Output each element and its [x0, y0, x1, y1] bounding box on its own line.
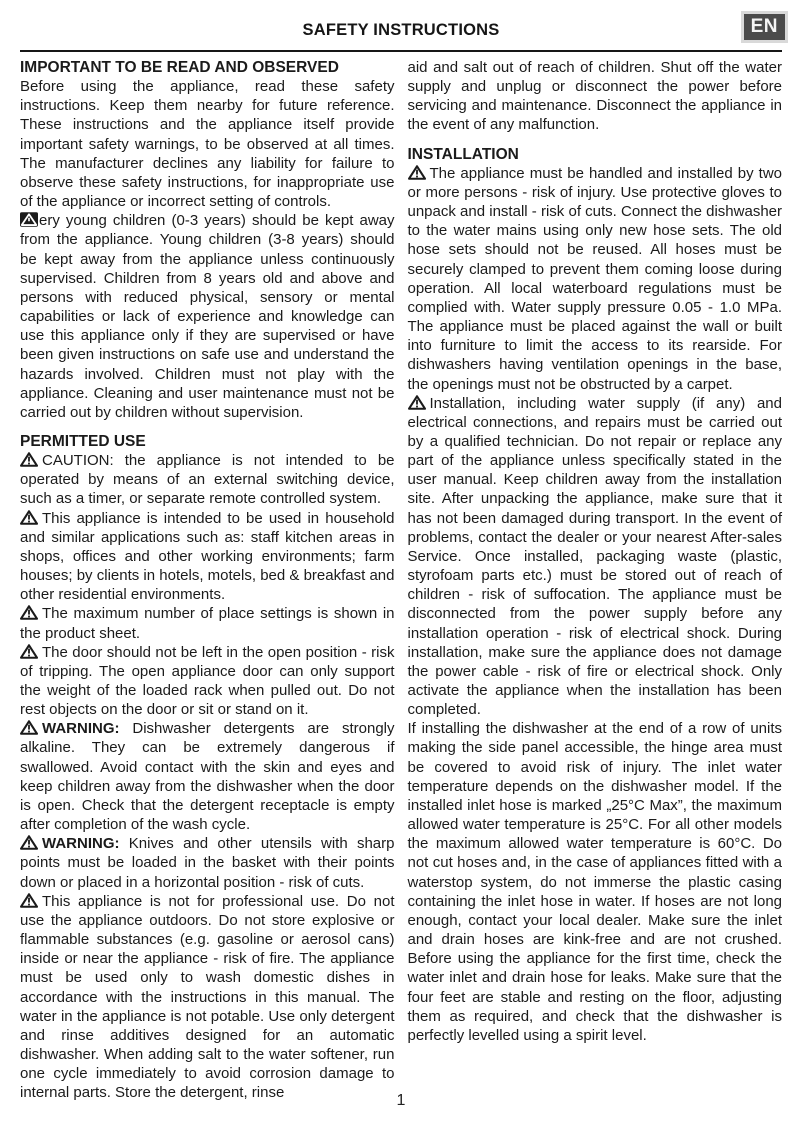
document-section: [408, 145, 783, 1045]
warning-label: WARNING:: [42, 720, 120, 738]
warning-triangle-icon: [20, 643, 38, 662]
warning-triangle-icon: [20, 719, 38, 738]
paragraph: WARNING: Dishwasher detergents are strongly alkaline. They can be extremely dangerous if swallowed. Avoid contact with the skin and eyes and keep children away from the dishwasher when the door is open. Check that the detergent receptacle is empty after completion of the wash cycle.: [20, 720, 395, 834]
right-column: [408, 58, 783, 1102]
warning-label: WARNING:: [42, 835, 120, 853]
two-column-body: [20, 52, 782, 1102]
warning-triangle-icon: [20, 451, 38, 470]
document-section: [20, 432, 395, 1102]
language-badge: [741, 11, 788, 43]
page-header: [20, 0, 782, 52]
paragraph: The maximum number of place settings is shown in the product sheet.: [20, 605, 395, 642]
paragraph: The door should not be left in the open position - risk of tripping. The open appliance door can only support the weight of the loaded rack when pulled out. Do not rest objects on the door or sit or stand on it.: [20, 643, 395, 719]
section-heading: IMPORTANT TO BE READ AND OBSERVED: [20, 59, 339, 76]
paragraph: This appliance is not for professional use. Do not use the appliance outdoors. Do not store explosive or flammable substances (e.g. gasoline or aerosol cans) inside or near the appliance - risk of fire. The appliance must be used only to wash domestic dishes in accordance with the instructions in this manual. The water in the appliance is not potable. Use only detergent and rinse additives designed for an automatic dishwasher. When adding salt to the water softener, run one cycle immediately to avoid corrosion damage to internal parts. Store the detergent, rinse: [20, 892, 395, 1102]
section-heading: INSTALLATION: [407, 145, 519, 163]
paragraph: The appliance must be handled and installed by two or more persons - risk of injury. Use protective gloves to unpack and install - risk of cuts. Connect the dishwasher to the water mains using only new hose sets. The old hose sets should not be reused. All hoses must be securely clamped to prevent them coming loose during operation. All local waterboard regulations must be complied with. Water supply pressure 0.05 - 1.0 MPa. The appliance must be placed against the wall or built into furniture to limit the access to its rearside. For dishwashers having ventilation openings in the base, the openings must not be obstructed by a carpet.: [407, 164, 782, 393]
paragraph: Installation, including water supply (if any) and electrical connections, and repairs must be carried out by a qualified technician. Do not repair or replace any part of the appliance unless specifically stated in the user manual. Keep children away from the installation site. After unpacking the appliance, make sure that it has not been damaged during transport. In the event of problems, contact the dealer or your nearest After-sales Service. Once installed, packaging waste (plastic, styrofoam parts etc.) must be stored out of reach of children - risk of suffocation. The appliance must be disconnected from the power supply before any installation operation - risk of electrical shock. During installation, make sure the appliance does not damage the power cable - risk of fire or electrical shock. Only activate the appliance when the installation has been completed.: [407, 394, 782, 719]
warning-triangle-icon: [408, 394, 426, 413]
page-title: SAFETY INSTRUCTIONS: [302, 21, 500, 39]
language-badge-label: EN: [744, 14, 785, 40]
page-number: 1: [396, 1092, 406, 1109]
document-section: [20, 58, 395, 422]
section-heading: PERMITTED USE: [20, 432, 146, 450]
warning-triangle-icon: [20, 834, 38, 853]
paragraph: ery young children (0-3 years) should be kept away from the appliance. Young children (3-8 years) should be kept away from the appliance unless continuously supervised. Children from 8 years old and above and persons with reduced physical, sensory or mental capabilities or lack of experience and knowledge can use this appliance only if they are supervised or have been given instructions on safe use and understand the hazards involved. Children must not play with the appliance. Cleaning and user maintenance must not be carried out by children without supervision.: [20, 212, 395, 421]
warning-triangle-icon: [20, 509, 38, 528]
paragraph: aid and salt out of reach of children. Shut off the water supply and unplug or disconnect the power before servicing and maintenance. Disconnect the appliance in the event of any malfunction.: [407, 59, 782, 134]
warning-triangle-icon: [408, 164, 426, 183]
left-column: [20, 58, 395, 1102]
document-section: [408, 58, 783, 135]
paragraph: If installing the dishwasher at the end of a row of units making the side panel accessible, the hinge area must be covered to avoid risk of injury. The inlet water temperature depends on the dishwasher model. If the installed inlet hose is marked „25°C Max”, the maximum allowed water temperature is 25°C. For all other models the maximum allowed water temperature is 60°C. Do not cut hoses and, in the case of appliances fitted with a waterstop system, do not immerse the plastic casing containing the inlet hose in water. If hoses are not long enough, contact your local dealer. Make sure the inlet and drain hoses are kink-free and are not crushed. Before using the appliance for the first time, check the water inlet and drain hose for leaks. Make sure that the four feet are stable and resting on the floor, adjusting them as required, and check that the dishwasher is perfectly levelled using a spirit level.: [407, 720, 782, 1044]
warning-triangle-icon: [20, 604, 38, 623]
warning-triangle-inverse-icon: [20, 211, 38, 230]
warning-triangle-icon: [20, 892, 38, 911]
paragraph: Before using the appliance, read these safety instructions. Keep them nearby for future reference. These instructions and the appliance itself provide important safety warnings, to be observed at all times. The manufacturer declines any liability for failure to observe these safety instructions, for inappropriate use of the appliance or incorrect setting of controls.: [20, 78, 395, 211]
paragraph: WARNING: Knives and other utensils with sharp points must be loaded in the basket with their points down or placed in a horizontal position - risk of cuts.: [20, 835, 395, 891]
paragraph: CAUTION: the appliance is not intended to be operated by means of an external switching device, such as a timer, or separate remote controlled system.: [20, 452, 395, 508]
paragraph: This appliance is intended to be used in household and similar applications such as: staff kitchen areas in shops, offices and other working environments; farm houses; by clients in hotels, motels, bed & breakfast and other residential environments.: [20, 509, 395, 604]
